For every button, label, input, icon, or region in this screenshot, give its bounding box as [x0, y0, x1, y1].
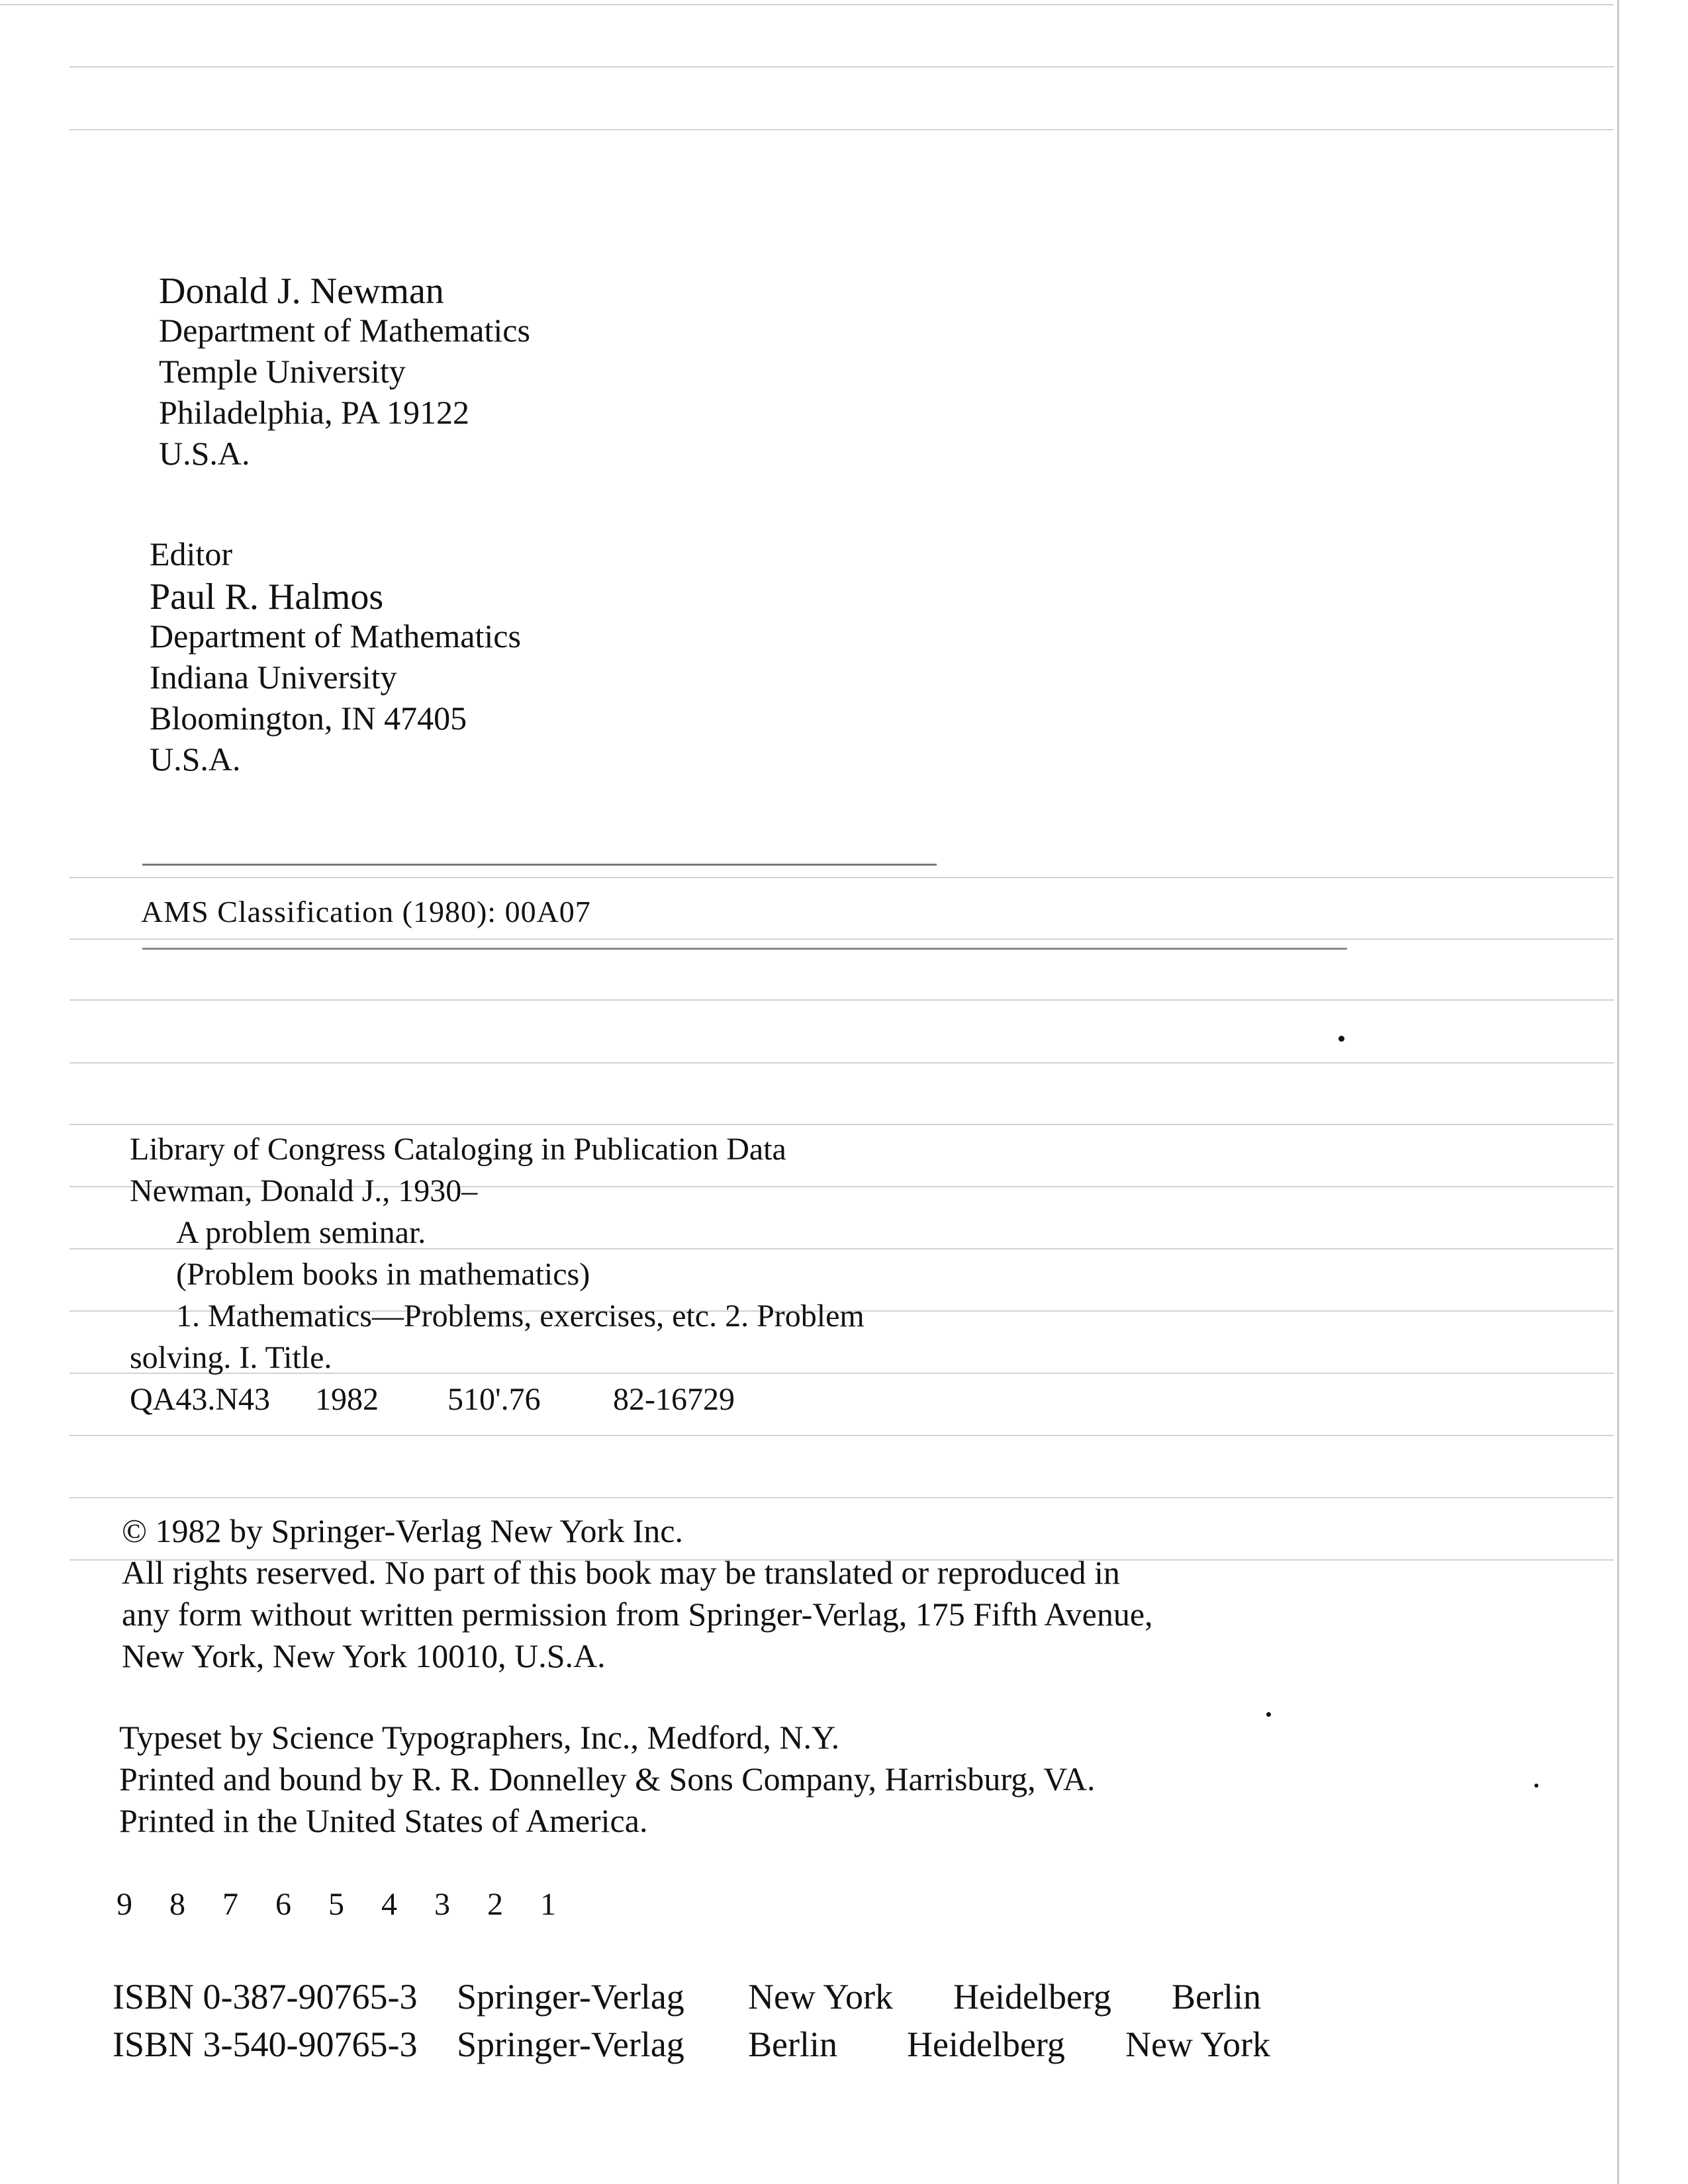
ams-top-dash [142, 864, 937, 866]
ams-bottom-dash [142, 948, 1347, 950]
cip-block [130, 1134, 865, 1426]
isbn-number: ISBN 0-387-90765-3 [113, 1977, 418, 2017]
scan-speck [1266, 1712, 1271, 1717]
isbn-city: Heidelberg [907, 2025, 1065, 2064]
ams-text: AMS Classification (1980): 00A07 [141, 895, 591, 929]
isbn-city: New York [748, 1977, 894, 2017]
scan-rule [70, 938, 1614, 940]
isbn-city: New York [1125, 2025, 1271, 2064]
editor-city: Bloomington, IN 47405 [150, 700, 467, 737]
lccn-number: 82-16729 [613, 1382, 735, 1417]
scan-rule [70, 66, 1614, 68]
scan-rule [70, 1497, 1614, 1498]
ams-classification [141, 897, 591, 927]
rights-line: New York, New York 10010, U.S.A. [122, 1637, 606, 1674]
isbn-block [113, 1979, 1688, 2074]
printed-bound-line: Printed and bound by R. R. Donnelley & Sons Company, Harrisburg, VA. [119, 1760, 1096, 1797]
cip-author: Newman, Donald J., 1930– [130, 1173, 478, 1208]
scan-rule [70, 129, 1614, 130]
isbn-city: Berlin [748, 2025, 837, 2064]
cip-call-row [130, 1384, 865, 1426]
copyright-line: © 1982 by Springer-Verlag New York Inc. [122, 1512, 683, 1549]
editor-university: Indiana University [150, 659, 397, 696]
scan-rule [70, 877, 1614, 878]
rights-line: any form without written permission from Springer-Verlag, 175 Fifth Avenue, [122, 1596, 1153, 1633]
cip-title: A problem seminar. [176, 1215, 426, 1250]
printing-block [119, 1721, 1096, 1846]
isbn-row [113, 2026, 1270, 2074]
print-run-numbers: 9 8 7 6 5 4 3 2 1 [117, 1887, 571, 1922]
editor-name: Paul R. Halmos [150, 576, 384, 617]
isbn-number: ISBN 3-540-90765-3 [113, 2025, 418, 2064]
printed-in-line: Printed in the United States of America. [119, 1802, 648, 1839]
author-country: U.S.A. [159, 435, 250, 472]
copyright-block [122, 1514, 1153, 1681]
editor-address [150, 537, 521, 784]
scan-rule [70, 1435, 1614, 1436]
author-department: Department of Mathematics [159, 312, 530, 349]
editor-heading: Editor [150, 535, 232, 572]
cip-series: (Problem books in mathematics) [176, 1257, 590, 1292]
scan-rule [70, 1062, 1614, 1064]
rights-line: All rights reserved. No part of this book may be translated or reproduced in [122, 1554, 1120, 1591]
editor-country: U.S.A. [150, 741, 241, 778]
isbn-row [113, 1979, 1261, 2026]
scan-rule [70, 1124, 1614, 1125]
author-name: Donald J. Newman [159, 271, 444, 312]
isbn-city: Heidelberg [953, 1977, 1111, 2017]
print-run [117, 1889, 571, 1921]
cip-subjects: 1. Mathematics—Problems, exercises, etc. 2. Problem [176, 1298, 865, 1334]
cip-heading: Library of Congress Cataloging in Publication Data [130, 1132, 786, 1167]
isbn-publisher: Springer-Verlag [457, 2025, 684, 2064]
cip-subjects-cont: solving. I. Title. [130, 1340, 332, 1375]
author-university: Temple University [159, 353, 406, 390]
typeset-line: Typeset by Science Typographers, Inc., Medford, N.Y. [119, 1719, 840, 1756]
call-year: 1982 [315, 1382, 379, 1417]
editor-department: Department of Mathematics [150, 617, 521, 655]
author-city: Philadelphia, PA 19122 [159, 394, 470, 431]
isbn-publisher: Springer-Verlag [457, 1977, 684, 2017]
scan-speck [1338, 1036, 1344, 1042]
scan-rule [70, 999, 1614, 1001]
dewey-number: 510'.76 [447, 1382, 541, 1417]
isbn-city: Berlin [1172, 1977, 1261, 2017]
author-address [159, 273, 530, 478]
scan-rule [0, 4, 1614, 5]
call-number: QA43.N43 [130, 1382, 270, 1417]
page-edge [1617, 0, 1619, 2184]
scan-speck [1534, 1784, 1538, 1788]
